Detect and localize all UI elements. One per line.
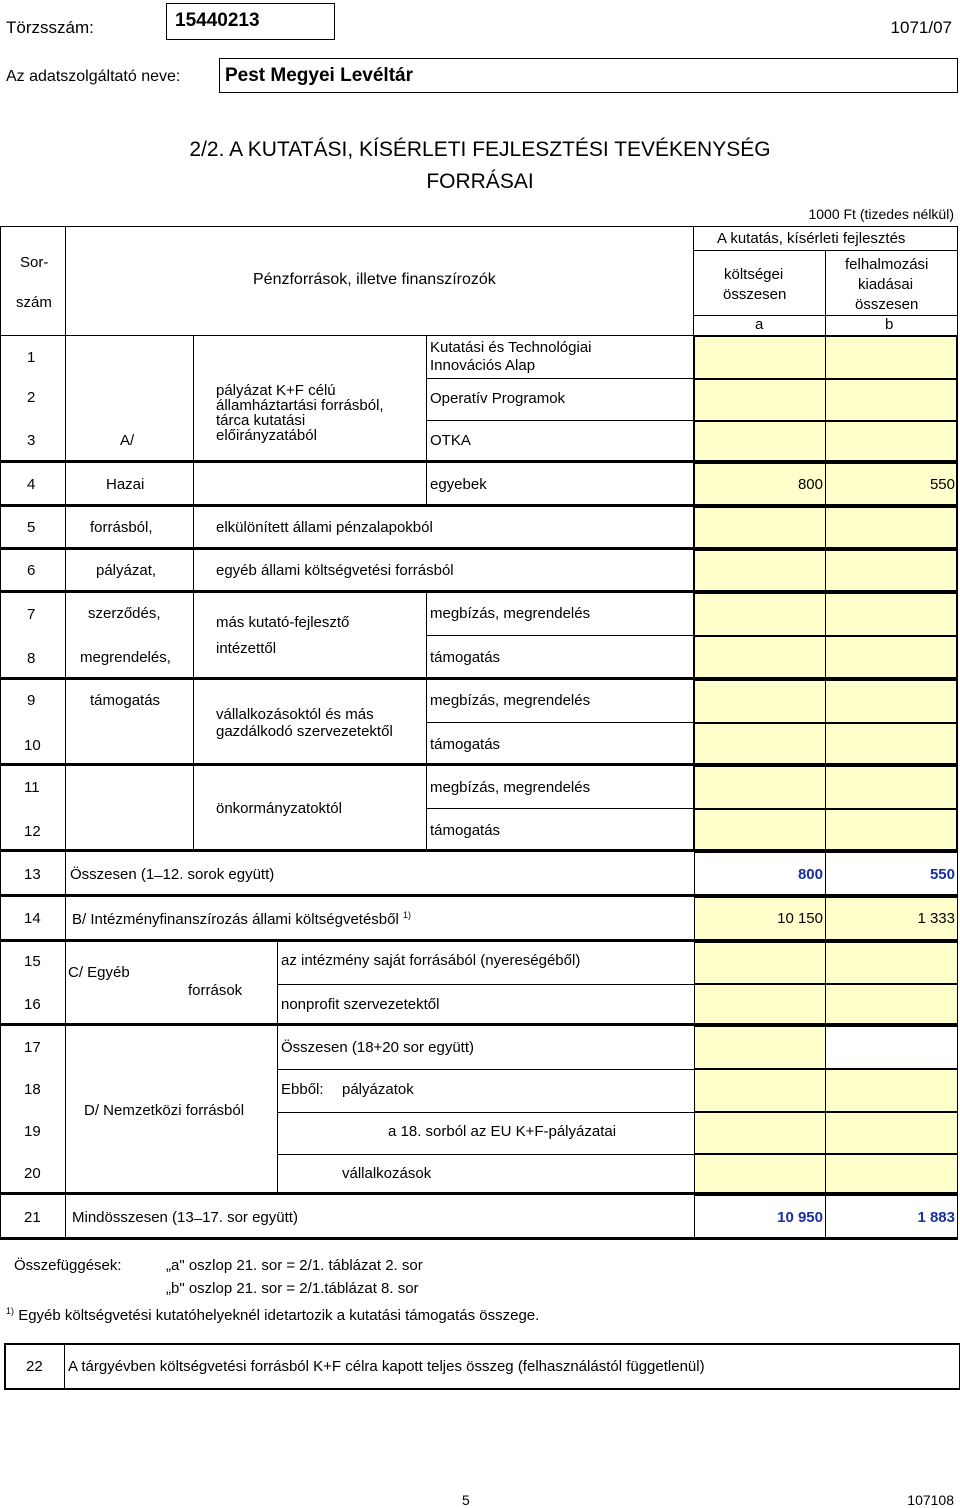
- row-6-label: egyéb állami költségvetési forrásból: [216, 562, 454, 579]
- sources-heading: Pénzforrások, illetve finanszírozók: [253, 271, 496, 288]
- mas-line-2: intézettől: [216, 640, 277, 657]
- col-b-label-2: kiadásai: [858, 276, 914, 293]
- row-7-label: megbízás, megrendelés: [430, 605, 591, 622]
- label-szerzodes: szerződés,: [88, 605, 161, 622]
- col-b-label-1: felhalmozási: [845, 256, 929, 273]
- torzsszam-label: Törzsszám:: [6, 18, 94, 37]
- label-hazai: Hazai: [106, 476, 145, 493]
- kf-line-2: államháztartási forrásból,: [216, 397, 384, 414]
- page-subtitle: FORRÁSAI: [426, 170, 534, 193]
- col-b-letter: b: [885, 316, 894, 333]
- form-code: 1071/07: [890, 18, 952, 37]
- section-d-label: D/ Nemzetközi forrásból: [84, 1102, 245, 1119]
- input-row-18[interactable]: [694, 1069, 958, 1112]
- input-row-17-b[interactable]: [825, 1026, 958, 1069]
- onkorm-label: önkormányzatoktól: [216, 800, 342, 817]
- input-row-19[interactable]: [694, 1112, 958, 1154]
- input-row-17-a[interactable]: [694, 1026, 826, 1069]
- row-21-value-a: 10 950: [777, 1209, 823, 1226]
- row-18-label: pályázatok: [342, 1081, 414, 1098]
- row-22-box: [4, 1343, 960, 1390]
- row-16-label: nonprofit szervezetektől: [281, 996, 440, 1013]
- input-row-16[interactable]: [694, 984, 958, 1025]
- label-forrasbol: forrásból,: [90, 519, 153, 536]
- row-14-footnote-mark: 1): [403, 910, 412, 920]
- row-10-label: támogatás: [430, 736, 501, 753]
- row-number: 15: [24, 953, 41, 970]
- row-number: 5: [27, 519, 36, 536]
- col-a-label-2: összesen: [723, 286, 787, 303]
- label-tamogatas: támogatás: [90, 692, 161, 709]
- provider-field[interactable]: [219, 58, 958, 93]
- row-1-label-line-2: Innovációs Alap: [430, 357, 536, 374]
- row-number: 19: [24, 1123, 41, 1140]
- header-sor: Sor-: [20, 254, 49, 271]
- label-a: A/: [120, 432, 135, 449]
- footer-code: 107108: [907, 1492, 954, 1508]
- row-number: 17: [24, 1039, 41, 1056]
- row-number: 2: [27, 389, 36, 406]
- row-22-label: A tárgyévben költségvetési forrásból K+F célra kapott teljes összeg (felhasználástól függetlenül): [68, 1358, 705, 1375]
- row-number: 11: [24, 779, 40, 796]
- col-b-label-3: összesen: [855, 296, 919, 313]
- osszefuggesek-label: Összefüggések:: [14, 1257, 122, 1274]
- row-13-label: Összesen (1 ̶ 12. sorok együtt): [70, 866, 275, 883]
- footnote-mark: 1): [6, 1306, 15, 1316]
- row-17-label: Összesen (18+20 sor együtt): [281, 1039, 475, 1056]
- col-a-letter: a: [755, 316, 764, 333]
- kf-line-4: előirányzatából: [216, 427, 317, 444]
- row-18-prefix: Ebből:: [281, 1081, 324, 1098]
- row-number: 13: [24, 866, 41, 883]
- row-number: 16: [24, 996, 41, 1013]
- page-number: 5: [462, 1492, 470, 1508]
- vall-line-2: gazdálkodó szervezetektől: [216, 723, 393, 740]
- header-szam: szám: [16, 294, 52, 311]
- row-11-label: megbízás, megrendelés: [430, 779, 591, 796]
- row-8-label: támogatás: [430, 649, 501, 666]
- mas-line-1: más kutató-fejlesztő: [216, 614, 350, 631]
- label-palyazat: pályázat,: [96, 562, 157, 579]
- provider-value: Pest Megyei Levéltár: [225, 65, 413, 86]
- row-2-label: Operatív Programok: [430, 390, 566, 407]
- row-4-value-a: 800: [797, 476, 823, 493]
- row-4-value-b: 550: [929, 476, 955, 493]
- section-c-sub: források: [188, 982, 243, 999]
- row-number: 9: [27, 692, 36, 709]
- row-14-label-text: B/ Intézményfinanszírozás állami költségvetésből: [72, 911, 399, 928]
- group-heading: A kutatás, kísérleti fejlesztés: [717, 230, 906, 247]
- kf-line-1: pályázat K+F célú: [216, 382, 336, 399]
- row-3-label: OTKA: [430, 432, 471, 449]
- row-14-value-a: 10 150: [777, 910, 823, 927]
- row-number: 22: [26, 1358, 43, 1375]
- row-1-label-line-1: Kutatási és Technológiai: [430, 339, 592, 356]
- unit-note: 1000 Ft (tizedes nélkül): [808, 206, 954, 222]
- section-c-label: C/ Egyéb: [68, 964, 130, 981]
- kf-line-3: tárca kutatási: [216, 412, 306, 429]
- row-14-label: [72, 910, 411, 928]
- row-number: 1: [27, 349, 36, 366]
- label-megrendeles: megrendelés,: [80, 649, 171, 666]
- torzsszam-value: 15440213: [175, 10, 260, 31]
- row-14-value-b: 1 333: [917, 910, 955, 927]
- row-number: 18: [24, 1081, 41, 1098]
- row-13-value-a: 800: [797, 866, 823, 883]
- osszefuggesek-2: „b" oszlop 21. sor = 2/1.táblázat 8. sor: [166, 1280, 419, 1297]
- kf-source-label: [216, 383, 384, 443]
- row-1-label: [430, 339, 592, 375]
- row-number: 4: [27, 476, 36, 493]
- row-number: 10: [24, 737, 41, 754]
- row-19-label: a 18. sorból az EU K+F-pályázatai: [388, 1123, 617, 1140]
- footnote-text: Egyéb költségvetési kutatóhelyeknél idetartozik a kutatási támogatás összege.: [18, 1307, 540, 1324]
- torzsszam-field[interactable]: [166, 3, 335, 40]
- page-title: 2/2. A KUTATÁSI, KÍSÉRLETI FEJLESZTÉSI TEVÉKENYSÉG: [189, 138, 771, 161]
- footnote: [6, 1306, 539, 1324]
- row-number: 14: [24, 910, 41, 927]
- row-9-label: megbízás, megrendelés: [430, 692, 591, 709]
- row-4-label: egyebek: [430, 476, 487, 493]
- row-20-label: vállalkozások: [342, 1165, 432, 1182]
- row-number: 8: [27, 650, 36, 667]
- row-21-label: Mindösszesen (13 ̶ 17. sor együtt): [72, 1209, 298, 1226]
- vall-line-1: vállalkozásoktól és más: [216, 706, 374, 723]
- row-5-label: elkülönített állami pénzalapokból: [216, 519, 433, 536]
- row-number: 21: [24, 1209, 41, 1226]
- row-21-value-b: 1 883: [917, 1209, 955, 1226]
- row-number: 12: [24, 823, 41, 840]
- row-12-label: támogatás: [430, 822, 501, 839]
- provider-label: Az adatszolgáltató neve:: [6, 68, 181, 85]
- input-row-15[interactable]: [694, 942, 958, 984]
- row-number: 6: [27, 562, 36, 579]
- col-a-label-1: költségei: [724, 266, 784, 283]
- input-row-20[interactable]: [694, 1154, 958, 1194]
- row-number: 7: [27, 606, 36, 623]
- row-number: 20: [24, 1165, 41, 1182]
- row-number: 3: [27, 432, 36, 449]
- row-13-value-b: 550: [929, 866, 955, 883]
- osszefuggesek-1: „a" oszlop 21. sor = 2/1. táblázat 2. sor: [166, 1257, 423, 1274]
- row-15-label: az intézmény saját forrásából (nyereségéből): [281, 952, 581, 969]
